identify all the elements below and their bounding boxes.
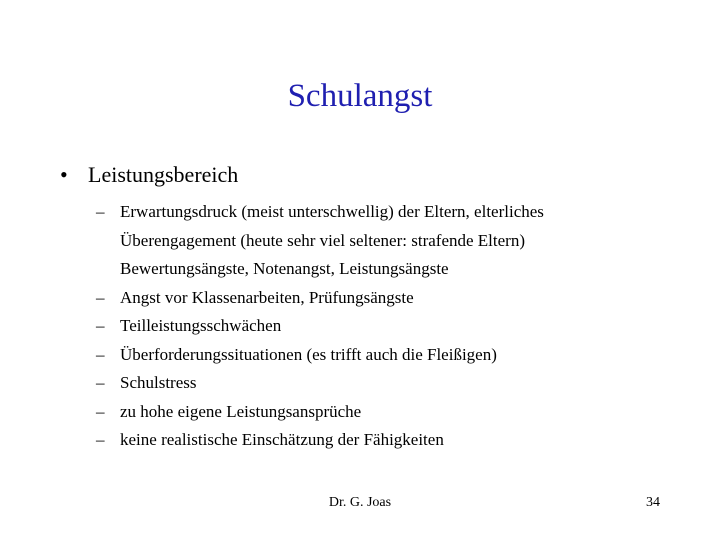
sub-bullet-text: Angst vor Klassenarbeiten, Prüfungsängste	[120, 287, 414, 307]
sub-bullet-item	[96, 312, 656, 341]
dash-icon: –	[96, 287, 105, 307]
dash-icon: –	[96, 373, 105, 392]
main-bullet-label: Leistungsbereich	[88, 162, 239, 187]
slide-title: Schulangst	[287, 78, 433, 114]
sub-bullet-item	[96, 284, 656, 313]
dash-icon: –	[96, 401, 105, 421]
sub-bullet-text: Überforderungssituationen (es trifft auch die Fleißigen)	[120, 344, 497, 364]
dash-icon: –	[96, 316, 105, 335]
sub-bullet-item	[96, 198, 656, 284]
sub-bullet-list	[96, 198, 656, 455]
bullet-icon: •	[60, 162, 68, 187]
footer-author: Dr. G. Joas	[328, 495, 392, 510]
sub-bullet-text: Teilleistungsschwächen	[120, 316, 282, 335]
sub-bullet-item	[96, 341, 656, 370]
dash-icon: –	[96, 202, 105, 221]
sub-bullet-item	[96, 398, 656, 427]
page-number: 34	[646, 495, 660, 510]
sub-bullet-item	[96, 369, 656, 398]
sub-bullet-item	[96, 426, 656, 455]
sub-bullet-text: zu hohe eigene Leistungsansprüche	[120, 401, 362, 421]
sub-bullet-text: keine realistische Einschätzung der Fähigkeiten	[120, 430, 444, 449]
sub-bullet-text: Erwartungsdruck (meist unterschwellig) der Eltern, elterliches Überengagement (heute sehr viel seltener: strafende Eltern) Bewertungsängste, Notenangst, Leistungsängste	[120, 202, 544, 278]
dash-icon: –	[96, 344, 105, 364]
dash-icon: –	[96, 430, 105, 449]
sub-bullet-text: Schulstress	[120, 373, 197, 392]
